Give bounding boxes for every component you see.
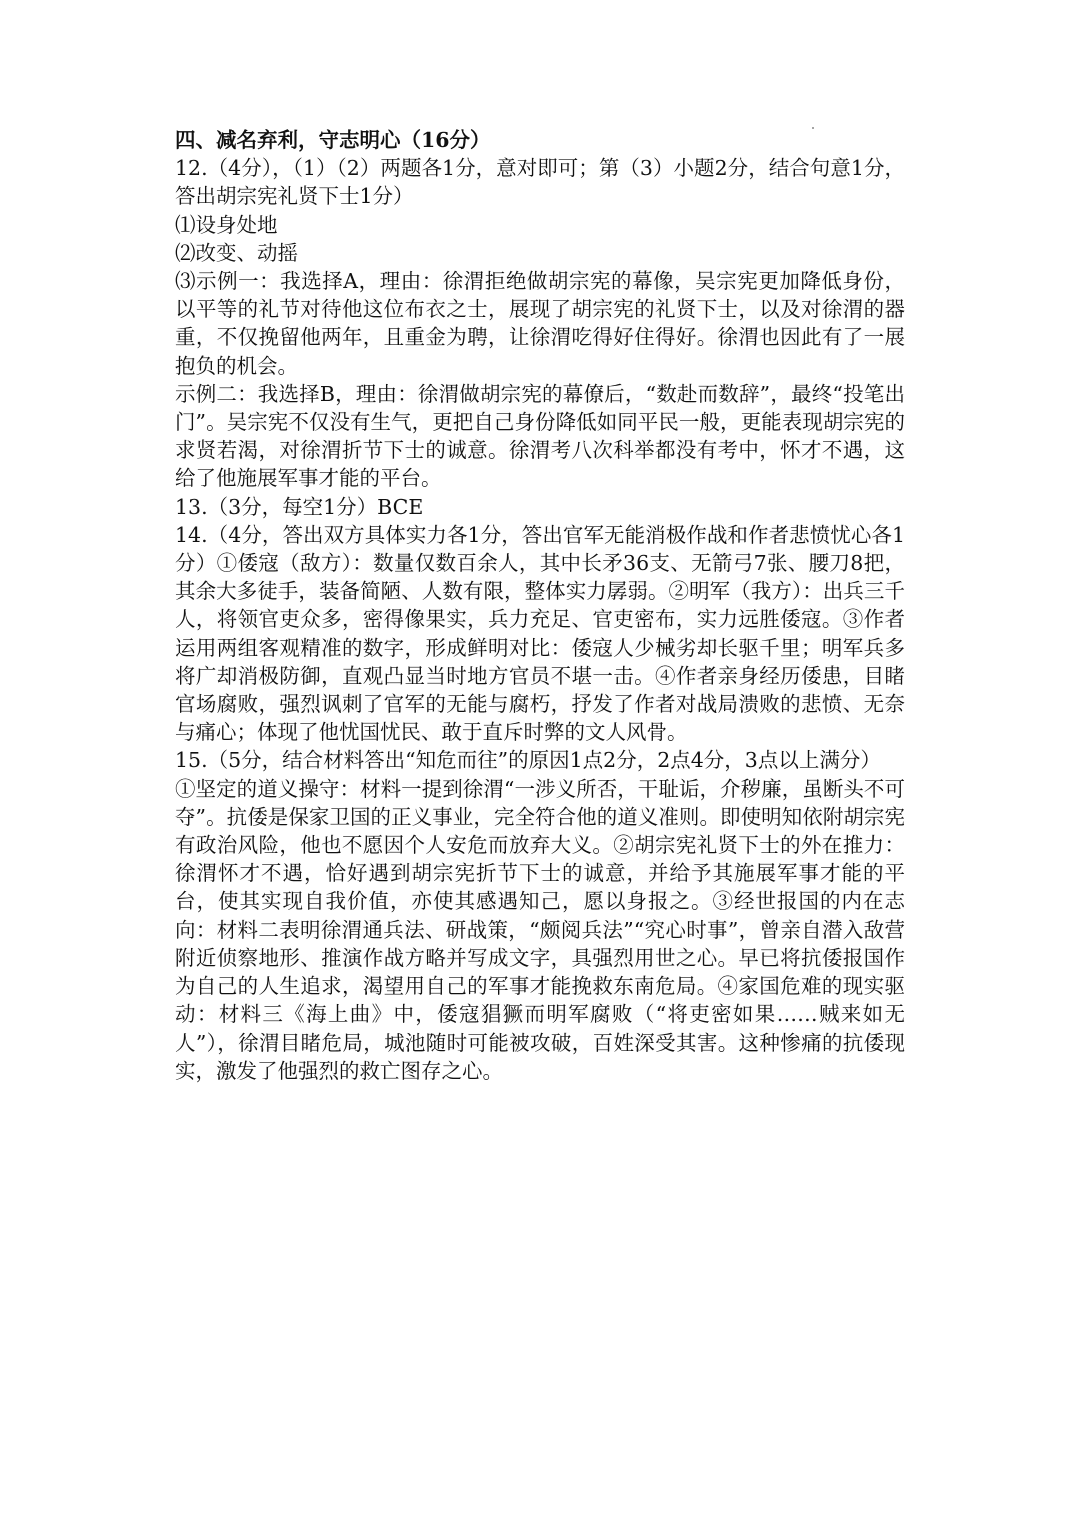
- answer-15-header: 15.（5分，结合材料答出“知危而往”的原因1点2分，2点4分，3点以上满分）: [175, 748, 881, 773]
- answer-13: 13.（3分，每空1分）BCE: [175, 494, 424, 519]
- answer-document: [175, 126, 905, 1085]
- answer-15-body: ①坚定的道义操守：材料一提到徐渭“一涉义所否，干耻诟，介秽廉，虽断头不可夺”。抗倭是保家卫国的正义事业，完全符合他的道义准则。即使明知依附胡宗宪有政治风险，他也不愿因个人安危而放弃大义。②胡宗宪礼贤下士的外在推力：徐渭怀才不遇，恰好遇到胡宗宪折节下士的诚意，并给予其施展军事才能的平台，使其实现自我价值，亦使其感遇知己，愿以身报之。③经世报国的内在志向：材料二表明徐渭通兵法、研战策，“颇阅兵法”“究心时事”，曾亲自潜入敌营附近侦察地形、推演作战方略并写成文字，具强烈用世之心。早已将抗倭报国作为自己的人生追求，渴望用自己的军事才能挽救东南危局。④家国危难的现实驱动：材料三《海上曲》中，倭寇猖獗而明军腐败（“将吏密如果……贼来如无人”），徐渭目睹危局，城池随时可能被攻破，百姓深受其害。这种惨痛的抗倭现实，激发了他强烈的救亡图存之心。: [175, 776, 905, 1083]
- answer-12-1: ⑴设身处地: [175, 212, 278, 237]
- answer-12-3-example-1: ⑶示例一：我选择A，理由：徐渭拒绝做胡宗宪的幕像，吴宗宪更加降低身份，以平等的礼节对待他这位布衣之士，展现了胡宗宪的礼贤下士，以及对徐渭的器重，不仅挽留他两年，且重金为聘，让徐渭吃得好住得好。徐渭也因此有了一展抱负的机会。: [175, 269, 905, 378]
- answer-12-header: 12.（4分），（1）（2）两题各1分，意对即可；第（3）小题2分，结合句意1分，答出胡宗宪礼贤下士1分）: [175, 156, 905, 209]
- answer-14: 14.（4分，答出双方具体实力各1分，答出官军无能消极作战和作者悲愤忧心各1分）①倭寇（敌方）：数量仅数百余人，其中长矛36支、无箭弓7张、腰刀8把，其余大多徒手，装备简陋、人数有限，整体实力孱弱。②明军（我方）：出兵三千人，将领官吏众多，密得像果实，兵力充足、官吏密布，实力远胜倭寇。③作者运用两组客观精准的数字，形成鲜明对比：倭寇人少械劣却长驱千里；明军兵多将广却消极防御，直观凸显当时地方官员不堪一击。④作者亲身经历倭患，目睹官场腐败，强烈讽刺了官军的无能与腐朽，抒发了作者对战局溃败的悲愤、无奈与痛心；体现了他忧国忧民、敢于直斥时弊的文人风骨。: [175, 522, 905, 745]
- answer-12-3-example-2: 示例二：我选择B，理由：徐渭做胡宗宪的幕僚后，“数赴而数辞”，最终“投笔出门”。吴宗宪不仅没有生气，更把自己身份降低如同平民一般，更能表现胡宗宪的求贤若渴，对徐渭折节下士的诚意。徐渭考八次科举都没有考中，怀才不遇，这给了他施展军事才能的平台。: [175, 381, 905, 491]
- answer-12-2: ⑵改变、动摇: [175, 240, 298, 265]
- section-heading: 四、减名弃利，守志明心（16分）: [175, 128, 491, 152]
